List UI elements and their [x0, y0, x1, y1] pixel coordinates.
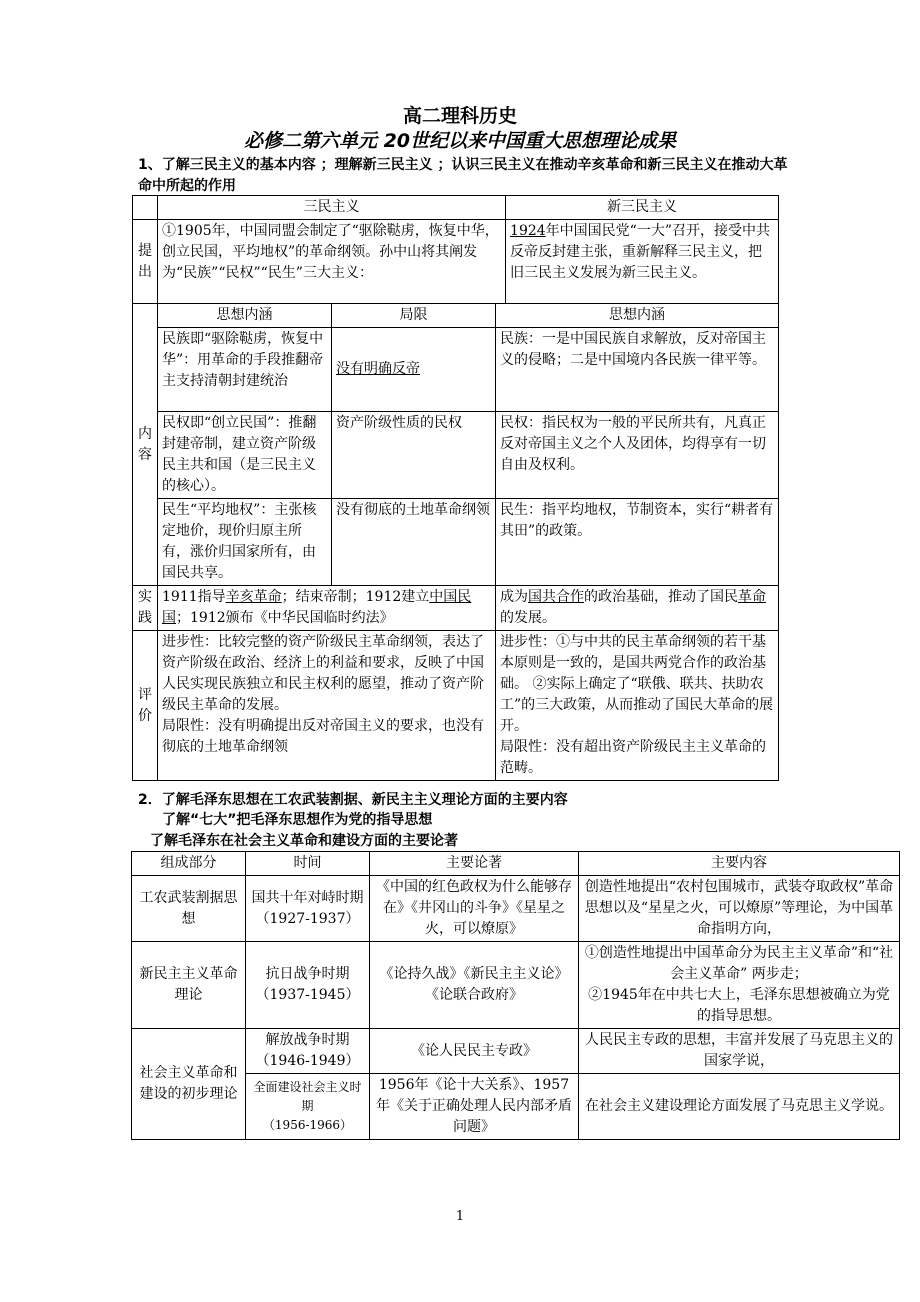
shijian-sanmin: [158, 586, 496, 631]
pingjia-sanmin-limit: 局限性：没有明确提出反对帝国主义的要求，也没有彻底的土地革命纲领: [162, 718, 484, 755]
shijian-xin-text-3: 的发展。: [500, 610, 556, 626]
section2-line3: 了解毛泽东在社会主义革命和建设方面的主要论著: [150, 833, 458, 849]
row4-content: 在社会主义建设理论方面发展了马克思主义学说。: [579, 1074, 900, 1140]
table-row: [132, 1029, 900, 1074]
minquan-new: 民权：指民权为一般的平民所共有，凡真正反对帝国主义之个人及团体，均得享有一切自由及权利。: [496, 412, 779, 499]
subheader-connotation: 思想内涵: [158, 304, 332, 328]
row-shijian: [133, 586, 779, 631]
table-row: [132, 876, 900, 942]
table-row: [132, 942, 900, 1029]
row4-works: 1956年《论十大关系》、1957年《关于正确处理人民内部矛盾问题》: [370, 1074, 579, 1140]
table-header-row: [133, 196, 779, 220]
minquan-connotation: 民权即“创立民国”：推翻封建帝制，建立资产阶级民主共和国（是三民主义的核心）。: [158, 412, 332, 499]
tichu-sanmin: ①1905年，中国同盟会制定了“驱除鞑虏，恢复中华，创立民国，平均地权”的革命纲领。孙中山将其阐发为“民族”“民权”“民生”三大主义：: [158, 220, 506, 304]
row2-time: [246, 942, 370, 1029]
row1-time: [246, 876, 370, 942]
subheader-limit: 局限: [332, 304, 496, 328]
row-label-neirong: 内容: [133, 304, 158, 586]
tichu-xin: [506, 220, 779, 304]
row2-content-2: ②1945年在中共七大上，毛泽东思想被确立为党的指导思想。: [588, 987, 890, 1024]
row3-time-years: （1946-1949）: [255, 1053, 360, 1069]
row2-time-period: 抗日战争时期: [265, 966, 350, 982]
shijian-xin-geming: 革命: [738, 589, 766, 605]
row-tichu: [133, 220, 779, 304]
row3-content: 人民民主专政的思想，丰富并发展了马克思主义的国家学说，: [579, 1029, 900, 1074]
shijian-xin: [496, 586, 779, 631]
minzu-limit-text: 没有明确反帝: [336, 361, 420, 377]
shijian-xin-text-2: 的政治基础，推动了国民: [584, 589, 738, 605]
row4-time-years: （1956-1966）: [262, 1118, 353, 1132]
row-minsheng: [133, 499, 779, 586]
section2-line2: 了解“七大”把毛泽东思想作为党的指导思想: [162, 812, 433, 828]
row2-content: [579, 942, 900, 1029]
minzu-new: 民族：一是中国民族自求解放，反对帝国主义的侵略；二是中国境内各民族一律平等。: [496, 328, 779, 412]
tichu-xin-year: 1924: [510, 223, 546, 239]
subheader-new-connotation: 思想内涵: [496, 304, 779, 328]
row1-content: 创造性地提出“农村包围城市，武装夺取政权”革命思想以及“星星之火，可以燎原”等理论，为中国革命指明方向，: [579, 876, 900, 942]
minquan-limit: 资产阶级性质的民权: [332, 412, 496, 499]
row-minquan: [133, 412, 779, 499]
pingjia-xin-progress: 进步性：①与中共的民主革命纲领的若干基本原则是一致的，是国共两党合作的政治基础。 ②实际上确定了“联俄、联共、扶助农工”的三大政策，从而推动了国民大革命的展开。: [500, 634, 774, 734]
pingjia-sanmin-progress: 进步性：比较完整的资产阶级民主革命纲领，表达了资产阶级在政治、经济上的利益和要求，反映了中国人民实现民族独立和民主权利的愿望，推动了资产阶级民主革命的发展。: [162, 634, 484, 713]
header-part: 组成部分: [132, 852, 246, 876]
row-label-tichu: 提出: [133, 220, 158, 304]
shijian-sanmin-text-2: ；结束帝制；1912建立: [281, 589, 430, 605]
row-neirong-subheader: [133, 304, 779, 328]
row-minzu: [133, 328, 779, 412]
tichu-xin-text: 年中国国民党“一大”召开，接受中共反帝反封建主张，重新解释三民主义，把旧三民主义发展为新三民主义。: [510, 223, 770, 281]
maozedong-table: [131, 851, 900, 1140]
sanmin-table: [132, 195, 779, 781]
col-header-sanmin: 三民主义: [158, 196, 506, 220]
pingjia-sanmin: [158, 631, 496, 781]
section2-heading: 2．了解毛泽东思想在工农武装割据、新民主主义理论方面的主要内容: [138, 792, 568, 808]
shijian-sanmin-xinhai: 辛亥革命: [225, 589, 282, 605]
row3-time-period: 解放战争时期: [265, 1032, 350, 1048]
section1-heading: 1、了解三民主义的基本内容 ；理解新三民主义 ；认识三民主义在推动辛亥革命和新三民主义在推动大革命中所起的作用: [138, 157, 788, 194]
row3-time: [246, 1029, 370, 1074]
header-time: 时间: [246, 852, 370, 876]
row-pingjia: [133, 631, 779, 781]
row1-part: 工农武装割据思想: [132, 876, 246, 942]
shijian-sanmin-minguo: 中国民国: [162, 589, 472, 626]
row1-time-years: （1927-1937）: [255, 910, 360, 927]
minzu-limit: [332, 328, 496, 412]
shijian-sanmin-text-3: ；1912颁布《中华民国临时约法》: [176, 610, 394, 626]
page-title: 高二理科历史: [402, 105, 517, 127]
row-label-pingjia: 评价: [133, 631, 158, 781]
pingjia-xin-limit: 局限性：没有超出资产阶级民主主义革命的范畴。: [500, 739, 766, 776]
pingjia-xin: [496, 631, 779, 781]
minzu-connotation: 民族即“驱除鞑虏，恢复中华”：用革命的手段推翻帝主支持清朝封建统治: [158, 328, 332, 412]
minsheng-new: 民生：指平均地权，节制资本，实行“耕者有其田”的政策。: [496, 499, 779, 586]
row-label-shijian: 实践: [133, 586, 158, 631]
minsheng-connotation: 民生“平均地权”：主张核定地价，现价归原主所有，涨价归国家所有，由国民共享。: [158, 499, 332, 586]
header-content: 主要内容: [579, 852, 900, 876]
shijian-xin-text-1: 成为: [500, 589, 528, 605]
row3-part: 社会主义革命和建设的初步理论: [132, 1029, 246, 1140]
table-header-row: [132, 852, 900, 876]
row1-time-period: 国共十年对峙时期: [251, 889, 364, 906]
row2-content-1: ①创造性地提出中国革命分为民主主义革命”和“社会主义革命” 两步走；: [584, 945, 894, 982]
row3-works: 《论人民民主专政》: [370, 1029, 579, 1074]
shijian-sanmin-text-1: 1911指导: [162, 589, 226, 605]
page-number: 1: [455, 1209, 465, 1224]
col-header-xin-sanmin: 新三民主义: [506, 196, 779, 220]
row2-part: 新民主主义革命理论: [132, 942, 246, 1029]
corner-cell: [133, 196, 158, 220]
page-subtitle: 必修二第六单元 20世纪以来中国重大思想理论成果: [243, 130, 677, 152]
header-works: 主要论著: [370, 852, 579, 876]
row2-time-years: （1937-1945）: [255, 987, 360, 1003]
row4-time: [246, 1074, 370, 1140]
minsheng-limit: 没有彻底的土地革命纲领: [332, 499, 496, 586]
row4-time-period: 全面建设社会主义时期: [253, 1080, 362, 1113]
row1-works: 《中国的红色政权为什么能够存在》《井冈山的斗争》《星星之火，可以燎原》: [370, 876, 579, 942]
table-row: [132, 1074, 900, 1140]
shijian-xin-guogong: 国共合作: [528, 589, 584, 605]
row2-works: 《论持久战》《新民主主义论》《论联合政府》: [370, 942, 579, 1029]
